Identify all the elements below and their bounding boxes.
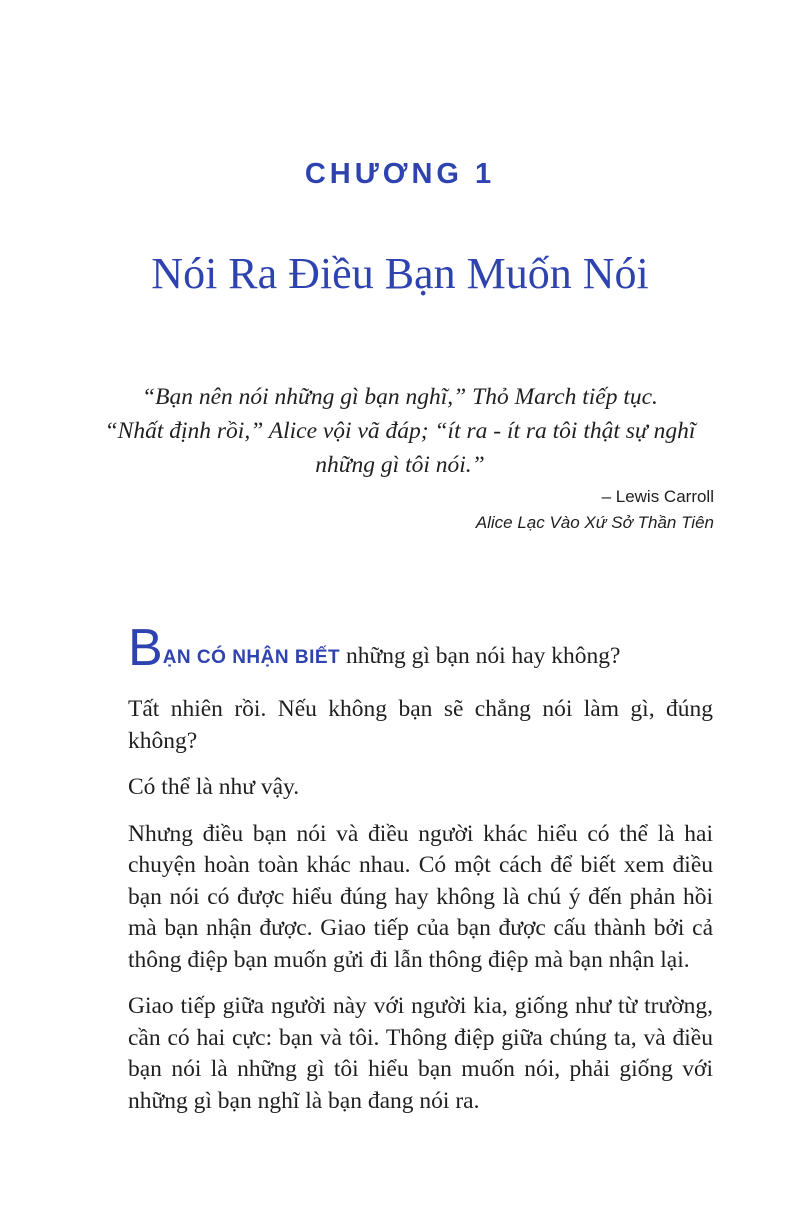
body-text [128, 619, 713, 1132]
lead-in-caps: ẠN CÓ NHẬN BIẾT [162, 647, 341, 668]
epigraph [90, 380, 710, 482]
body-paragraph: Nhưng điều bạn nói và điều người khác hiểu có thể là hai chuyện hoàn toàn khác nhau. Có một cách để biết xem điều bạn nói có được hiểu đúng hay không là chú ý đến phản hồi mà bạn nhận được. Giao tiếp của bạn được cấu thành bởi cả thông điệp bạn muốn gửi đi lẫn thông điệp mà bạn nhận lại. [128, 820, 713, 973]
epigraph-book-title: Alice Lạc Vào Xứ Sở Thần Tiên [475, 513, 714, 532]
epigraph-line: những gì tôi nói.” [315, 452, 485, 478]
drop-cap: B [128, 619, 163, 677]
epigraph-author: – Lewis Carroll [601, 487, 714, 506]
opening-text: những gì bạn nói hay không? [340, 643, 621, 669]
body-paragraph: Giao tiếp giữa người này với người kia, giống như từ trường, cần có hai cực: bạn và tôi. Thông điệp giữa chúng ta, và điều bạn nói là những gì tôi hiểu bạn muốn nói, phải giống với những gì bạn nghĩ là bạn đang nói ra. [128, 993, 713, 1114]
epigraph-line: “Nhất định rồi,” Alice vội vã đáp; “ít ra - ít ra tôi thật sự nghĩ [104, 418, 696, 444]
epigraph-attribution [476, 484, 714, 536]
opening-paragraph [128, 619, 713, 677]
body-paragraph: Tất nhiên rồi. Nếu không bạn sẽ chẳng nói làm gì, đúng không? [128, 696, 713, 754]
chapter-title: Nói Ra Điều Bạn Muốn Nói [151, 249, 649, 298]
body-paragraph: Có thể là như vậy. [128, 774, 300, 800]
epigraph-line: “Bạn nên nói những gì bạn nghĩ,” Thỏ March tiếp tục. [142, 384, 658, 410]
chapter-label: CHƯƠNG 1 [304, 158, 496, 190]
